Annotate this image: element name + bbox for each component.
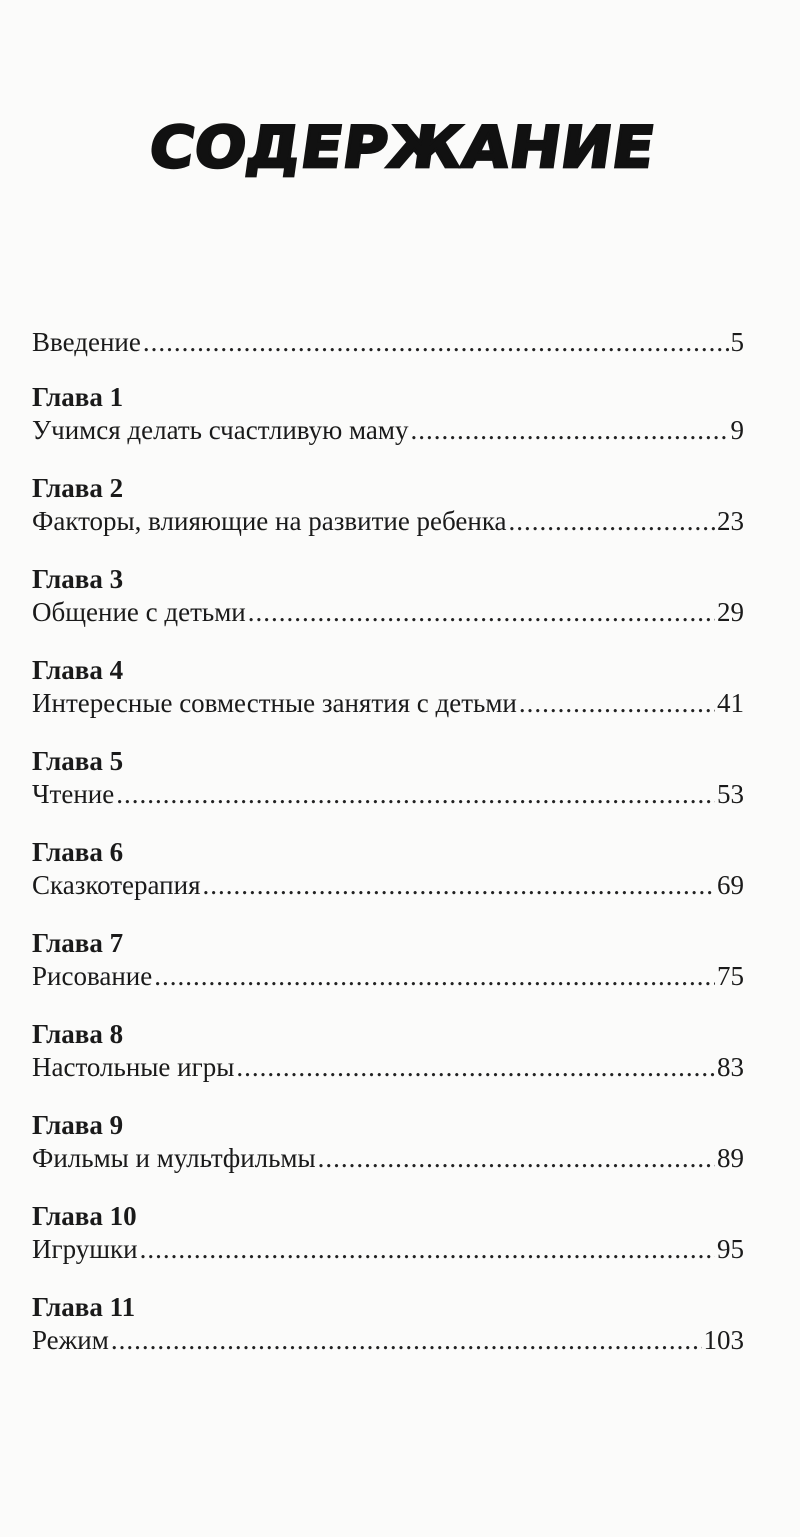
toc-row — [32, 1050, 744, 1084]
toc-page-number: 5 — [730, 327, 744, 357]
chapter-label: Глава 2 — [32, 473, 124, 503]
toc-entry-name: Игрушки — [32, 1234, 138, 1264]
dot-leader — [509, 504, 715, 538]
toc-page-number: 83 — [717, 1052, 744, 1082]
toc-row — [32, 868, 744, 902]
toc-row — [32, 413, 744, 447]
toc-entry-chapter — [32, 927, 744, 993]
toc-entry-name: Введение — [32, 327, 141, 357]
toc-entry-chapter — [32, 1200, 744, 1266]
dot-leader — [143, 325, 729, 359]
dot-leader — [519, 686, 715, 720]
toc-entry-chapter — [32, 745, 744, 811]
toc-entry-name: Фильмы и мультфильмы — [32, 1143, 316, 1173]
dot-leader — [111, 1323, 702, 1357]
toc-entry-chapter — [32, 563, 744, 629]
dot-leader — [154, 959, 715, 993]
dot-leader — [410, 413, 728, 447]
chapter-label: Глава 4 — [32, 655, 124, 685]
toc-row — [32, 1141, 744, 1175]
chapter-label: Глава 11 — [32, 1292, 136, 1322]
table-of-contents — [32, 325, 744, 1382]
toc-row — [32, 959, 744, 993]
toc-page-number: 23 — [717, 506, 744, 536]
toc-entry-name: Общение с детьми — [32, 597, 246, 627]
toc-entry-chapter — [32, 836, 744, 902]
dot-leader — [318, 1141, 715, 1175]
chapter-label: Глава 6 — [32, 837, 124, 867]
toc-row — [32, 686, 744, 720]
toc-entry-name: Рисование — [32, 961, 153, 991]
toc-page-number: 69 — [717, 870, 744, 900]
toc-row — [32, 595, 744, 629]
toc-entry-name: Интересные совместные занятия с детьми — [32, 688, 517, 718]
dot-leader — [203, 868, 716, 902]
toc-entry-chapter — [32, 1291, 744, 1357]
chapter-label: Глава 9 — [32, 1110, 124, 1140]
toc-row — [32, 325, 744, 359]
toc-page-number: 9 — [730, 415, 744, 445]
chapter-label: Глава 3 — [32, 564, 124, 594]
toc-entry-intro — [32, 325, 744, 359]
chapter-label: Глава 10 — [32, 1201, 137, 1231]
toc-page-number: 95 — [717, 1234, 744, 1264]
chapter-label: Глава 8 — [32, 1019, 124, 1049]
toc-row — [32, 1323, 744, 1357]
toc-entry-chapter — [32, 654, 744, 720]
chapter-label: Глава 7 — [32, 928, 124, 958]
toc-entry-chapter — [32, 1109, 744, 1175]
page-title: СОДЕРЖАНИЕ — [145, 114, 660, 182]
toc-page-number: 53 — [717, 779, 744, 809]
toc-row — [32, 504, 744, 538]
dot-leader — [248, 595, 715, 629]
toc-entry-chapter — [32, 1018, 744, 1084]
chapter-list — [32, 381, 744, 1357]
toc-row — [32, 777, 744, 811]
dot-leader — [140, 1232, 715, 1266]
toc-page-number: 103 — [703, 1325, 744, 1355]
chapter-label: Глава 1 — [32, 382, 124, 412]
toc-page-number: 29 — [717, 597, 744, 627]
toc-entry-name: Настольные игры — [32, 1052, 235, 1082]
toc-page-number: 89 — [717, 1143, 744, 1173]
toc-entry-name: Чтение — [32, 779, 115, 809]
dot-leader — [116, 777, 715, 811]
dot-leader — [236, 1050, 715, 1084]
toc-entry-name: Режим — [32, 1325, 109, 1355]
toc-entry-name: Учимся делать счастливую маму — [32, 415, 409, 445]
toc-entry-name: Сказкотерапия — [32, 870, 201, 900]
toc-page-number: 75 — [717, 961, 744, 991]
toc-entry-chapter — [32, 381, 744, 447]
toc-entry-chapter — [32, 472, 744, 538]
toc-entry-name: Факторы, влияющие на развитие ребенка — [32, 506, 507, 536]
toc-row — [32, 1232, 744, 1266]
toc-page-number: 41 — [717, 688, 744, 718]
chapter-label: Глава 5 — [32, 746, 124, 776]
